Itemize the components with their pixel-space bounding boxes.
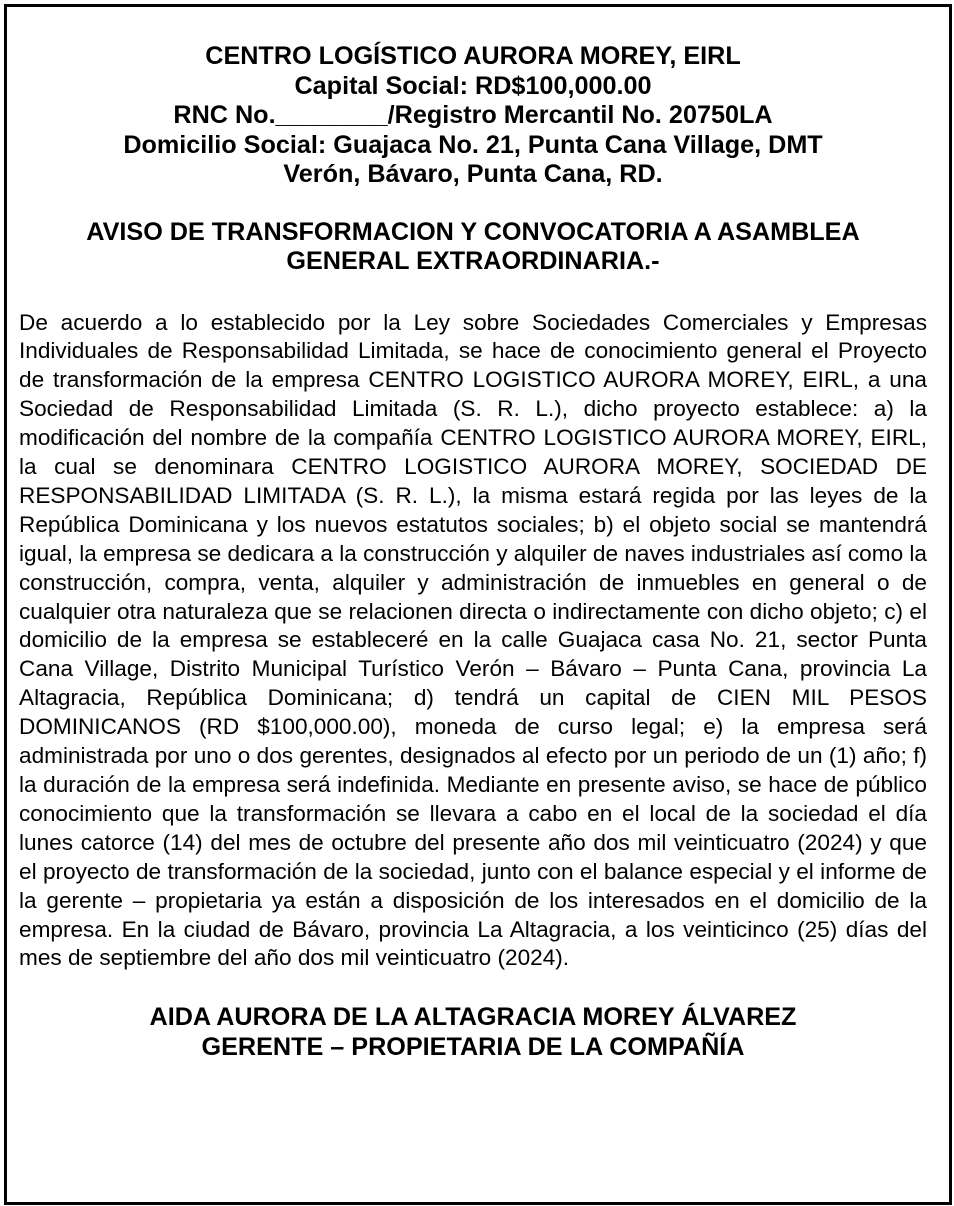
legal-notice (19, 42, 927, 1062)
notice-title (19, 218, 927, 277)
domicilio-line-2: Verón, Bávaro, Punta Cana, RD. (283, 160, 663, 188)
notice-body: De acuerdo a lo establecido por la Ley sobre Sociedades Comerciales y Empresas Individuales de Responsabilidad Limitada, se hace de conocimiento general el Proyecto de transformación de la empresa CENTRO LOGISTICO AURORA MOREY, EIRL, a una Sociedad de Responsabilidad Limitada (S. R. L.), dicho proyecto establece: a) la modificación del nombre de la compañía CENTRO LOGISTICO AURORA MOREY, EIRL, la cual se denominara CENTRO LOGISTICO AURORA MOREY, SOCIEDAD DE RESPONSABILIDAD LIMITADA (S. R. L.), la misma estará regida por las leyes de la República Dominicana y los nuevos estatutos sociales; b) el objeto social se mantendrá igual, la empresa se dedicara a la construcción y alquiler de naves industriales así como la construcción, compra, venta, alquiler y administración de inmuebles en general o de cualquier otra naturaleza que se relacionen directa o indirectamente con dicho objeto; c) el domicilio de la empresa se estableceré en la calle Guajaca casa No. 21, sector Punta Cana Village, Distrito Municipal Turístico Verón – Bávaro – Punta Cana, provincia La Altagracia, República Dominicana; d) tendrá un capital de CIEN MIL PESOS DOMINICANOS (RD $100,000.00), moneda de curso legal; e) la empresa será administrada por uno o dos gerentes, designados al efecto por un periodo de un (1) año; f) la duración de la empresa será indefinida. Mediante en presente aviso, se hace de público conocimiento que la transformación se llevara a cabo en el local de la sociedad el día lunes catorce (14) del mes de octubre del presente año dos mil veinticuatro (2024) y que el proyecto de transformación de la sociedad, junto con el balance especial y el informe de la gerente – propietaria ya están a disposición de los interesados en el domicilio de la empresa. En la ciudad de Bávaro, provincia La Altagracia, a los veinticinco (25) días del mes de septiembre del año dos mil veinticuatro (2024). (19, 309, 927, 971)
signatory-name: AIDA AURORA DE LA ALTAGRACIA MOREY ÁLVAREZ (149, 1003, 797, 1032)
capital-social: Capital Social: RD$100,000.00 (294, 71, 652, 100)
notice-title-line-2: GENERAL EXTRAORDINARIA.- (286, 247, 660, 275)
signatory-role: GERENTE – PROPIETARIA DE LA COMPAÑÍA (201, 1032, 745, 1061)
company-header (19, 42, 927, 190)
domicilio-line-1: Domicilio Social: Guajaca No. 21, Punta Cana Village, DMT (123, 130, 823, 159)
signature-block (19, 1003, 927, 1062)
rnc-registro: RNC No.________/Registro Mercantil No. 20750LA (173, 101, 773, 129)
notice-title-line-1: AVISO DE TRANSFORMACION Y CONVOCATORIA A ASAMBLEA (86, 217, 860, 246)
company-name: CENTRO LOGÍSTICO AURORA MOREY, EIRL (205, 42, 741, 70)
